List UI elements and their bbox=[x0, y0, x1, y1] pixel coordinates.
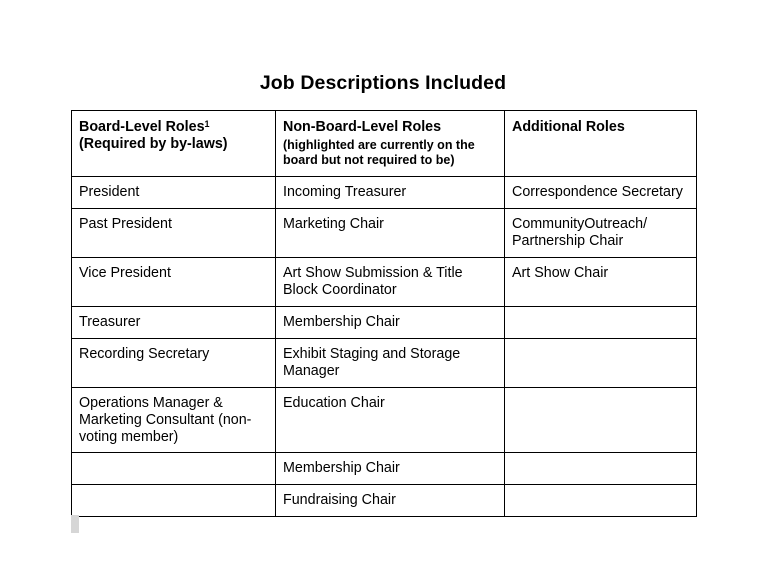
board-role-cell: Treasurer bbox=[72, 307, 276, 339]
board-role-cell bbox=[72, 453, 276, 485]
table-row bbox=[72, 177, 697, 209]
roles-table bbox=[71, 110, 697, 517]
board-role-cell: Past President bbox=[72, 209, 276, 258]
table-row bbox=[72, 453, 697, 485]
header-additional-title: Additional Roles bbox=[512, 119, 625, 135]
header-non-board-note: (highlighted are currently on the board but not required to be) bbox=[283, 138, 475, 167]
header-additional-roles bbox=[505, 111, 697, 177]
page-title: Job Descriptions Included bbox=[259, 72, 507, 94]
non-board-role-cell: Exhibit Staging and Storage Manager bbox=[276, 339, 505, 388]
header-non-board-level-roles bbox=[276, 111, 505, 177]
board-role-cell: President bbox=[72, 177, 276, 209]
non-board-role-cell: Fundraising Chair bbox=[276, 485, 505, 517]
non-board-role-cell: Art Show Submission & Title Block Coordinator bbox=[276, 258, 505, 307]
board-role-cell: Operations Manager & Marketing Consultant (non-voting member) bbox=[72, 388, 276, 453]
additional-role-cell: Art Show Chair bbox=[505, 258, 697, 307]
header-non-board-title: Non-Board-Level Roles bbox=[283, 119, 442, 135]
non-board-role-cell: Marketing Chair bbox=[276, 209, 505, 258]
table-row bbox=[72, 258, 697, 307]
additional-role-cell bbox=[505, 485, 697, 517]
additional-role-cell bbox=[505, 453, 697, 485]
board-role-cell: Vice President bbox=[72, 258, 276, 307]
additional-role-cell bbox=[505, 339, 697, 388]
non-board-role-cell: Membership Chair bbox=[276, 307, 505, 339]
board-role-cell bbox=[72, 485, 276, 517]
table-header-row bbox=[72, 111, 697, 177]
table-row bbox=[72, 307, 697, 339]
header-board-title: Board-Level Roles bbox=[79, 119, 205, 135]
table-row bbox=[72, 209, 697, 258]
non-board-role-cell: Membership Chair bbox=[276, 453, 505, 485]
table-row bbox=[72, 485, 697, 517]
header-board-subtitle: (Required by by-laws) bbox=[79, 136, 228, 152]
footnote-marker: 1 bbox=[204, 119, 210, 129]
text-cursor-marker bbox=[71, 515, 79, 533]
header-board-level-roles bbox=[72, 111, 276, 177]
additional-role-cell bbox=[505, 307, 697, 339]
table-row bbox=[72, 388, 697, 453]
table-row bbox=[72, 339, 697, 388]
board-role-cell: Recording Secretary bbox=[72, 339, 276, 388]
additional-role-cell: CommunityOutreach/ Partnership Chair bbox=[505, 209, 697, 258]
non-board-role-cell: Incoming Treasurer bbox=[276, 177, 505, 209]
additional-role-cell bbox=[505, 388, 697, 453]
additional-role-cell: Correspondence Secretary bbox=[505, 177, 697, 209]
non-board-role-cell: Education Chair bbox=[276, 388, 505, 453]
